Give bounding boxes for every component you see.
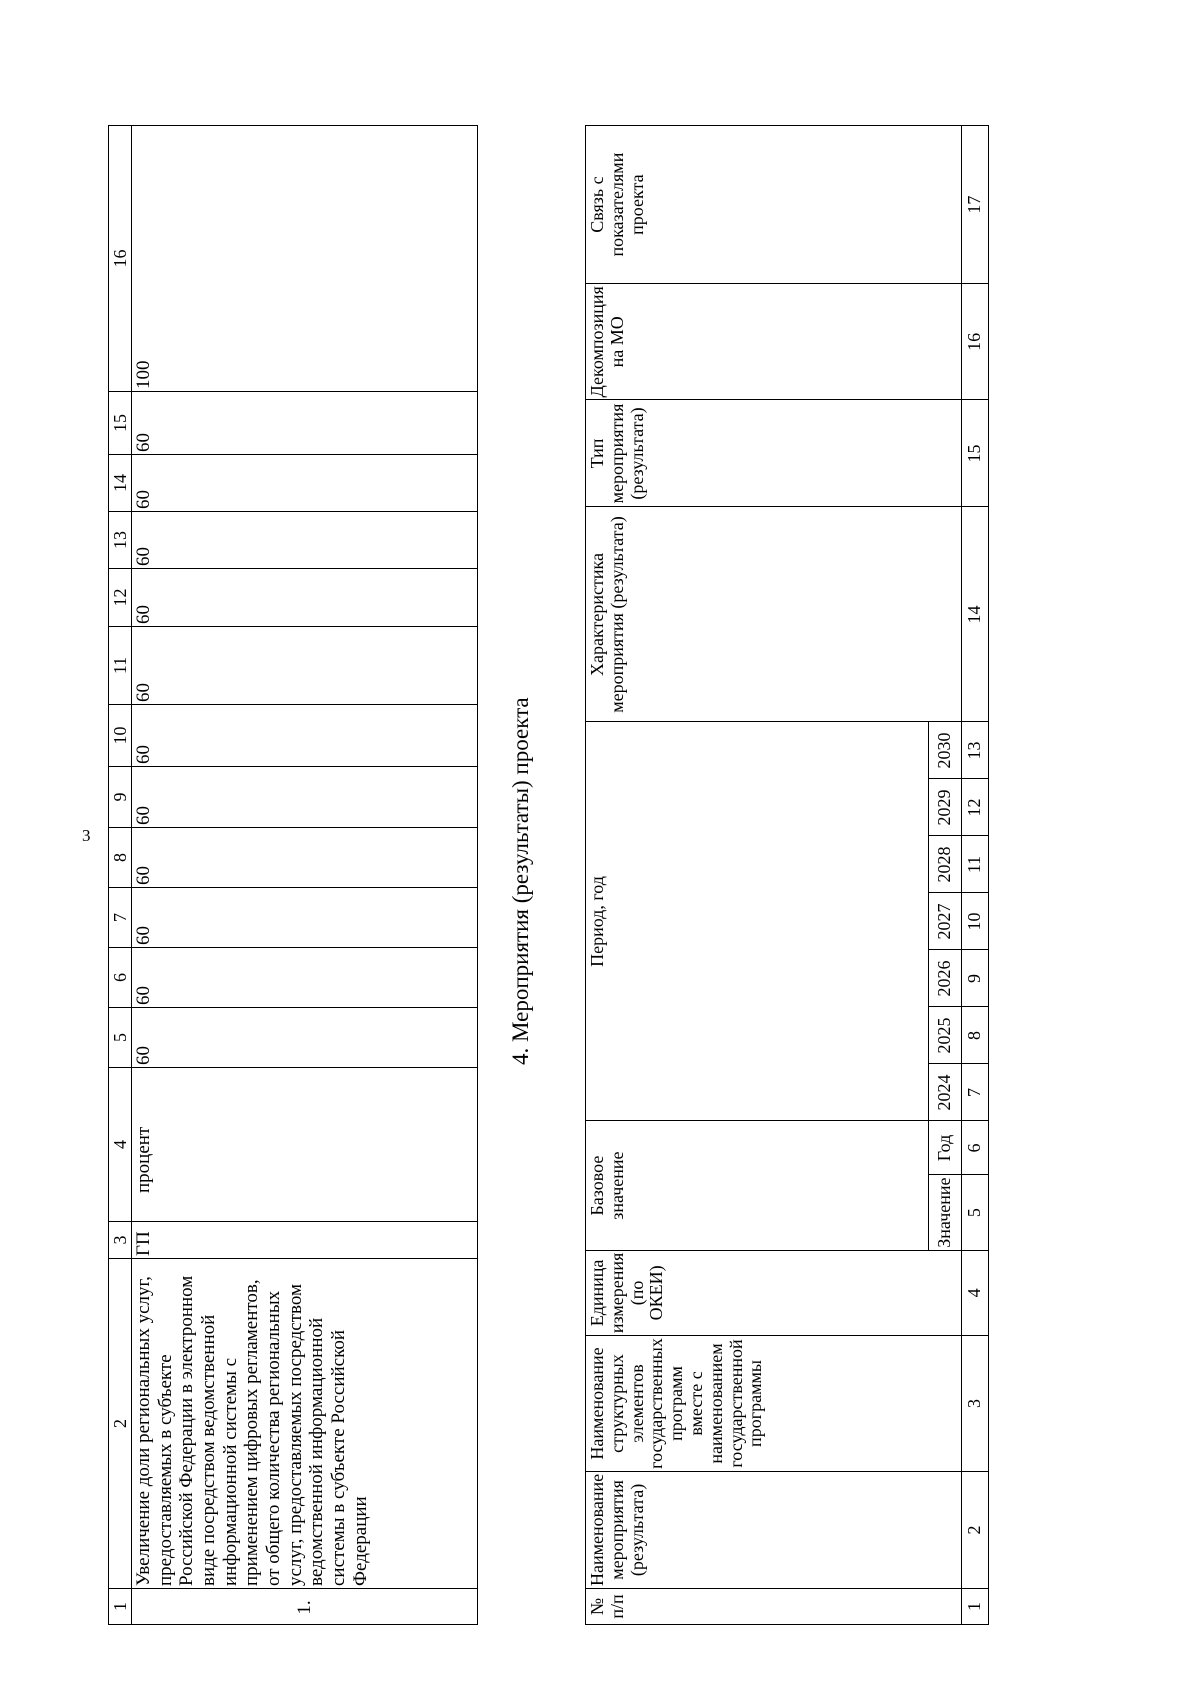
column-index: 2 (962, 1471, 989, 1588)
indicator-value: 60 (132, 705, 478, 767)
indicator-value: 60 (132, 888, 478, 948)
header-link: Связь с показателями проекта (586, 126, 962, 284)
indicator-value: 60 (132, 948, 478, 1008)
column-index: 6 (109, 948, 132, 1008)
indicator-level: ГП (132, 1222, 478, 1259)
column-index: 7 (109, 888, 132, 948)
indicator-value: 60 (132, 569, 478, 627)
column-index: 14 (109, 455, 132, 512)
indicator-value: 60 (132, 627, 478, 705)
indicators-header-row (109, 126, 132, 1625)
indicator-description: Увеличение доли региональных услуг, предоставляемых в субъекте Российской Федерации в электронном виде посредством ведомственной информационной системы с применением цифровых регламентов, от общего количества региональных услуг, предоставляемых посредством ведомственной информационной системы в субъекте Российской Федерации (132, 1259, 478, 1589)
column-index: 6 (962, 1121, 989, 1175)
column-index: 16 (109, 126, 132, 392)
activities-table (585, 125, 989, 1625)
header-base-value-value: Значение (929, 1175, 962, 1250)
column-index: 10 (962, 893, 989, 950)
column-index: 4 (109, 1068, 132, 1222)
header-year: 2026 (929, 950, 962, 1007)
column-index: 14 (962, 507, 989, 722)
header-num: № п/п (586, 1589, 962, 1625)
header-year: 2028 (929, 836, 962, 893)
indicator-value: 100 (132, 126, 478, 392)
column-index: 1 (962, 1589, 989, 1625)
header-year: 2030 (929, 722, 962, 779)
column-index: 12 (109, 569, 132, 627)
header-base-value: Базовое значение (586, 1121, 929, 1250)
header-base-value-year: Год (929, 1121, 962, 1175)
column-index: 9 (109, 767, 132, 828)
column-index: 3 (962, 1336, 989, 1472)
column-index: 8 (109, 828, 132, 888)
rotated-page-content (108, 85, 1088, 1625)
header-period: Период, год (586, 722, 929, 1121)
header-year: 2029 (929, 779, 962, 836)
indicator-value: 60 (132, 392, 478, 455)
column-index: 11 (109, 627, 132, 705)
indicator-value: 60 (132, 1008, 478, 1068)
indicators-table (108, 125, 478, 1625)
header-decomposition: Декомпозиция на МО (586, 284, 962, 400)
indicator-row (132, 126, 478, 1625)
column-index: 17 (962, 126, 989, 284)
column-index: 7 (962, 1064, 989, 1121)
column-index: 3 (109, 1222, 132, 1259)
indicator-value: 60 (132, 455, 478, 512)
header-year: 2024 (929, 1064, 962, 1121)
header-unit: Единица измерения (по ОКЕИ) (586, 1250, 962, 1335)
indicator-value: 60 (132, 512, 478, 569)
column-index: 13 (962, 722, 989, 779)
header-year: 2025 (929, 1007, 962, 1064)
page-number: 3 (82, 826, 91, 845)
column-index: 11 (962, 836, 989, 893)
column-index: 10 (109, 705, 132, 767)
row-number: 1. (132, 1589, 478, 1625)
indicator-unit: процент (132, 1068, 478, 1222)
column-index: 8 (962, 1007, 989, 1064)
header-year: 2027 (929, 893, 962, 950)
column-index: 9 (962, 950, 989, 1007)
column-index: 15 (962, 400, 989, 507)
activities-header-row (586, 126, 929, 1625)
header-activity-type: Тип мероприятия (результата) (586, 400, 962, 507)
section-title: 4. Мероприятия (результаты) проекта (508, 697, 533, 1065)
column-index: 5 (962, 1175, 989, 1250)
activities-index-row (962, 126, 989, 1625)
header-characteristic: Характеристика мероприятия (результата) (586, 507, 962, 722)
column-index: 15 (109, 392, 132, 455)
header-structural-elements: Наименование структурных элементов государственных программ вместе с наименованием государственной программы (586, 1336, 962, 1472)
column-index: 12 (962, 779, 989, 836)
column-index: 16 (962, 284, 989, 400)
column-index: 2 (109, 1259, 132, 1589)
indicator-value: 60 (132, 828, 478, 888)
column-index: 4 (962, 1250, 989, 1335)
column-index: 5 (109, 1008, 132, 1068)
column-index: 1 (109, 1589, 132, 1625)
column-index: 13 (109, 512, 132, 569)
indicator-value: 60 (132, 767, 478, 828)
header-activity-name: Наименование мероприятия (результата) (586, 1471, 962, 1588)
